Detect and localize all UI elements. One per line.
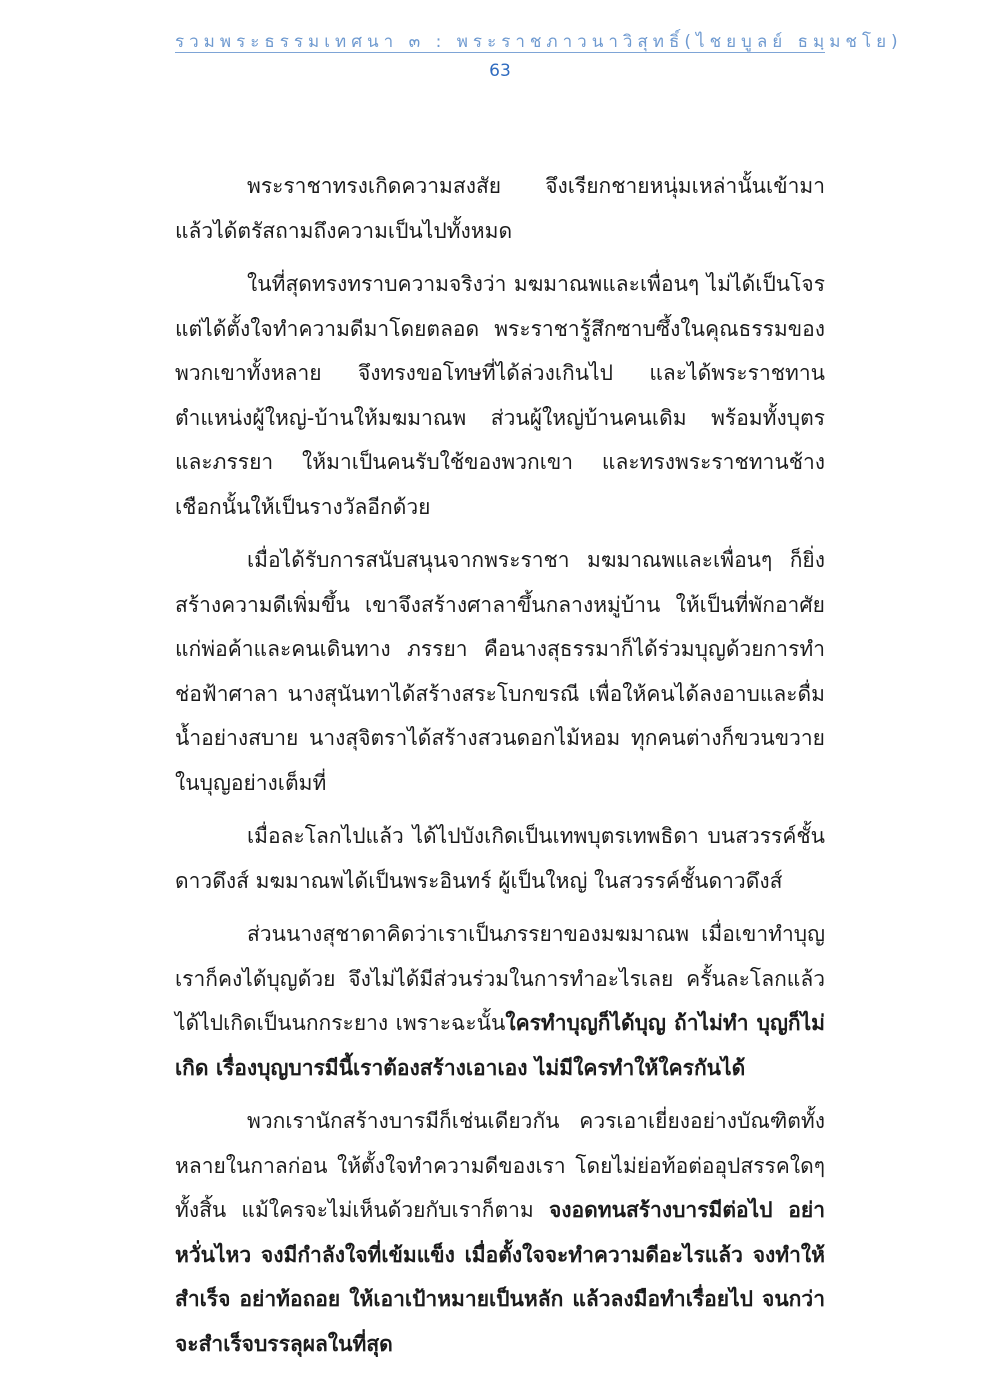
paragraph-text: พวกเรานักสร้างบารมีก็เช่นเดียวกัน ควรเอาเยี่ยงอย่างบัณฑิตทั้งหลายในกาลก่อน ให้ตั้งใจทำความดีของเรา โดยไม่ย่อท้อต่ออุปสรรคใดๆ ทั้งสิ้น แม้ใครจะไม่เห็นด้วยกับเราก็ตาม (175, 1109, 825, 1222)
body-text (175, 164, 825, 1375)
paragraph (175, 164, 825, 253)
running-header: รวมพระธรรมเทศนา ๓ : พระราชภาวนาวิสุทธิ์(ไชยบูลย์ ธมฺมชโย) (175, 32, 903, 52)
paragraph (175, 1099, 825, 1366)
paragraph (175, 538, 825, 805)
paragraph-text: เมื่อได้รับการสนับสนุนจากพระราชา มฆมาณพและเพื่อนๆ ก็ยิ่งสร้างความดีเพิ่มขึ้น เขาจึงสร้างศาลาขึ้นกลางหมู่บ้าน ให้เป็นที่พักอาศัยแก่พ่อค้าและคนเดินทาง ภรรยา คือนางสุธรรมาก็ได้ร่วมบุญด้วยการทำช่อฟ้าศาลา นางสุนันทาได้สร้างสระโบกขรณี เพื่อให้คนได้ลงอาบและดื่มน้ำอย่างสบาย นางสุจิตราได้สร้างสวนดอกไม้หอม ทุกคนต่างก็ขวนขวายในบุญอย่างเต็มที่ (175, 548, 825, 795)
header-rule (175, 52, 825, 53)
page-number: 63 (489, 61, 511, 81)
paragraph-text: ในที่สุดทรงทราบความจริงว่า มฆมาณพและเพื่อนๆ ไม่ได้เป็นโจร แต่ได้ตั้งใจทำความดีมาโดยตลอด พระราชารู้สึกซาบซึ้งในคุณธรรมของพวกเขาทั้งหลาย จึงทรงขอโทษที่ได้ล่วงเกินไป และได้พระราชทานตำแหน่งผู้ใหญ่-บ้านให้มฆมาณพ ส่วนผู้ใหญ่บ้านคนเดิม พร้อมทั้งบุตรและภรรยา ให้มาเป็นคนรับใช้ของพวกเขา และทรงพระราชทานช้างเชือกนั้นให้เป็นรางวัลอีกด้วย (175, 272, 825, 519)
emphasis-text: จงอดทนสร้างบารมีต่อไป อย่าหวั่นไหว จงมีกำลังใจที่เข้มแข็ง เมื่อตั้งใจจะทำความดีอะไรแล้ว จงทำให้สำเร็จ อย่าท้อถอย ให้เอาเป้าหมายเป็นหลัก แล้วลงมือทำเรื่อยไป จนกว่าจะสำเร็จบรรลุผลในที่สุด (175, 1198, 825, 1356)
paragraph-text: เมื่อละโลกไปแล้ว ได้ไปบังเกิดเป็นเทพบุตรเทพธิดา บนสวรรค์ชั้นดาวดึงส์ มฆมาณพได้เป็นพระอินทร์ ผู้เป็นใหญ่ ในสวรรค์ชั้นดาวดึงส์ (175, 824, 825, 893)
paragraph (175, 262, 825, 529)
paragraph-text: พระราชาทรงเกิดความสงสัย จึงเรียกชายหนุ่มเหล่านั้นเข้ามา แล้วได้ตรัสถามถึงความเป็นไปทั้งหมด (175, 174, 825, 243)
paragraph (175, 814, 825, 903)
paragraph-text: ส่วนนางสุชาดาคิดว่าเราเป็นภรรยาของมฆมาณพ เมื่อเขาทำบุญเราก็คงได้บุญด้วย จึงไม่ได้มีส่วนร่วมในการทำอะไรเลย ครั้นละโลกแล้วได้ไปเกิดเป็นนกกระยาง เพราะฉะนั้น (175, 922, 825, 1035)
emphasis-text: ใครทำบุญก็ได้บุญ ถ้าไม่ทำ บุญก็ไม่เกิด เรื่องบุญบารมีนี้เราต้องสร้างเอาเอง ไม่มีใครทำให้ใครกันได้ (175, 1011, 825, 1080)
paragraph (175, 912, 825, 1090)
